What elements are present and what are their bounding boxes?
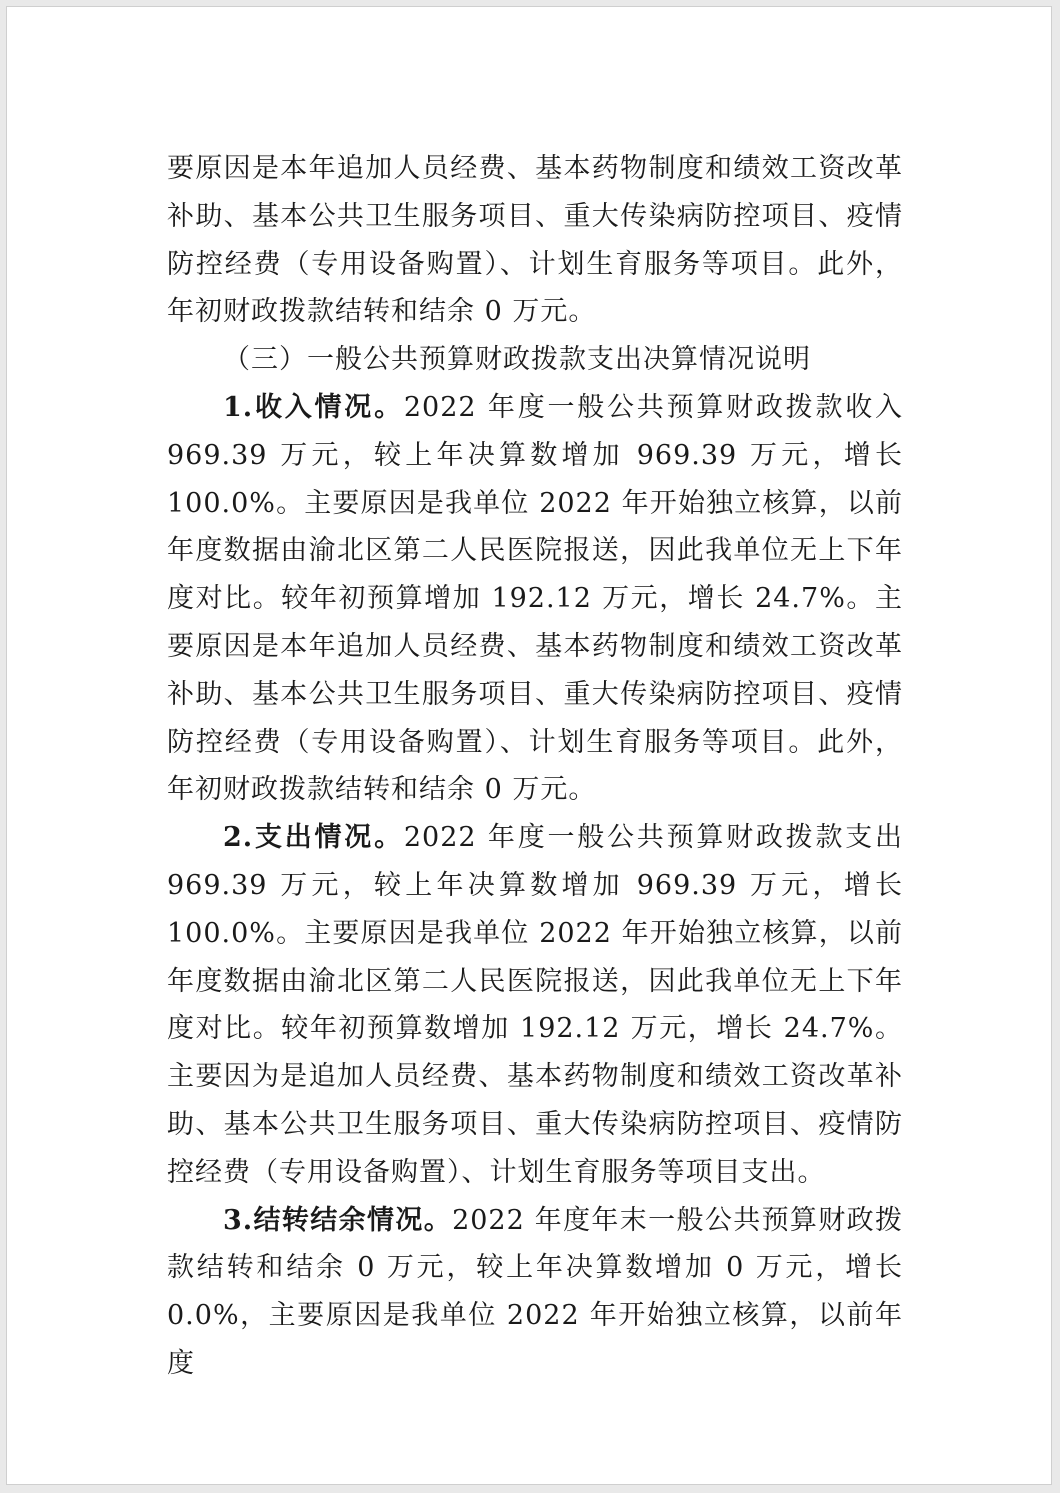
- section-heading: （三）一般公共预算财政拨款支出决算情况说明: [223, 344, 811, 376]
- carryover-lead: 3.结转结余情况。: [223, 1204, 453, 1236]
- document-body: [167, 145, 903, 1388]
- paragraph-expenditure: [167, 814, 903, 1196]
- carryover-body: 2022 年度年末一般公共预算财政拨款结转和结余 0 万元，较上年决算数增加 0 万元，增长 0.0%，主要原因是我单位 2022 年开始独立核算，以前年度: [167, 1204, 904, 1379]
- paragraph-continuation: 要原因是本年追加人员经费、基本药物制度和绩效工资改革补助、基本公共卫生服务项目、重大传染病防控项目、疫情防控经费（专用设备购置）、计划生育服务等项目。此外，年初财政拨款结转和结余 0 万元。: [167, 153, 903, 328]
- paragraph-carryover: [167, 1197, 903, 1388]
- income-lead: 1.收入情况。: [223, 391, 404, 423]
- income-body: 2022 年度一般公共预算财政拨款收入 969.39 万元，较上年决算数增加 969.39 万元，增长 100.0%。主要原因是我单位 2022 年开始独立核算，以前年度数据由渝北区第二人民医院报送，因此我单位无上下年度对比。较年初预算增加 192.12 万元，增长 24.7%。主要原因是本年追加人员经费、基本药物制度和绩效工资改革补助、基本公共卫生服务项目、重大传染病防控项目、疫情防控经费（专用设备购置）、计划生育服务等项目。此外，年初财政拨款结转和结余 0 万元。: [167, 391, 903, 806]
- expenditure-body: 2022 年度一般公共预算财政拨款支出 969.39 万元，较上年决算数增加 969.39 万元，增长 100.0%。主要原因是我单位 2022 年开始独立核算，以前年度数据由渝北区第二人民医院报送，因此我单位无上下年度对比。较年初预算数增加 192.12 万元，增长 24.7%。主要因为是追加人员经费、基本药物制度和绩效工资改革补助、基本公共卫生服务项目、重大传染病防控项目、疫情防控经费（专用设备购置）、计划生育服务等项目支出。: [167, 822, 903, 1188]
- paragraph-income: [167, 384, 903, 814]
- document-page: [6, 6, 1052, 1485]
- expenditure-lead: 2.支出情况。: [223, 822, 404, 854]
